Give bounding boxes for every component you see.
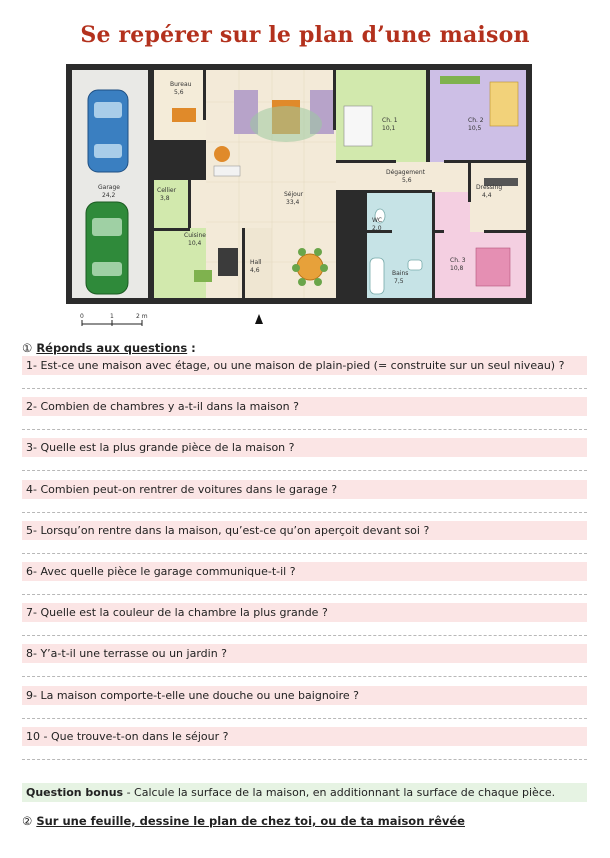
question-7: 7- Quelle est la couleur de la chambre la plus grande ? <box>22 603 587 622</box>
room-area-cuisine: 10,4 <box>188 240 202 247</box>
entry-floor <box>188 180 244 228</box>
answer-line[interactable] <box>22 635 587 636</box>
section-2-number: ② <box>22 814 33 828</box>
room-area-cellier: 3,8 <box>160 195 170 202</box>
question-block <box>22 644 587 685</box>
entrance-arrow-icon <box>255 314 263 324</box>
answer-line[interactable] <box>22 429 587 430</box>
question-6: 6- Avec quelle pièce le garage communique-t-il ? <box>22 562 587 581</box>
room-label-bureau: Bureau <box>170 81 192 88</box>
question-block <box>22 562 587 603</box>
question-8: 8- Y’a-t-il une terrasse ou un jardin ? <box>22 644 587 663</box>
question-4: 4- Combien peut-on rentrer de voitures dans le garage ? <box>22 480 587 499</box>
answer-line[interactable] <box>22 388 587 389</box>
room-label-hall: Hall <box>250 259 262 266</box>
room-area-ch3: 10,8 <box>450 265 464 272</box>
room-area-sejour: 33,4 <box>286 199 300 206</box>
house-floor-plan <box>64 62 534 336</box>
room-area-degagement: 5,6 <box>402 177 412 184</box>
ch1-bed-icon <box>344 106 372 146</box>
question-9: 9- La maison comporte-t-elle une douche ou une baignoire ? <box>22 686 587 705</box>
answer-line[interactable] <box>22 759 587 760</box>
question-block <box>22 686 587 727</box>
scale-label-0: 0 <box>80 313 84 320</box>
rug-icon <box>250 106 322 142</box>
question-10: 10 - Que trouve-t-on dans le séjour ? <box>22 727 587 746</box>
room-label-sejour: Séjour <box>284 191 304 198</box>
room-label-garage: Garage <box>98 184 120 191</box>
answer-line[interactable] <box>22 718 587 719</box>
ch3-bed-icon <box>476 248 510 286</box>
question-block <box>22 356 587 397</box>
section-1-suffix: : <box>187 341 196 355</box>
bathtub-icon <box>370 258 384 294</box>
room-label-dressing: Dressing <box>476 184 503 191</box>
room-label-ch3: Ch. 3 <box>450 257 466 264</box>
question-block <box>22 603 587 644</box>
bonus-question <box>22 783 587 802</box>
question-block <box>22 521 587 562</box>
sink-icon <box>408 260 422 270</box>
answer-line[interactable] <box>22 553 587 554</box>
question-list <box>22 356 587 768</box>
dressing-floor <box>470 162 526 232</box>
page-title: Se repérer sur le plan d’une maison <box>80 22 530 48</box>
section-2-heading <box>22 814 465 828</box>
question-1: 1- Est-ce une maison avec étage, ou une maison de plain-pied (= construite sur un seul niveau) ? <box>22 356 587 375</box>
answer-line[interactable] <box>22 676 587 677</box>
room-area-bains: 7,5 <box>394 278 404 285</box>
room-area-ch1: 10,1 <box>382 125 396 132</box>
room-area-dressing: 4,4 <box>482 192 492 199</box>
question-3: 3- Quelle est la plus grande pièce de la maison ? <box>22 438 587 457</box>
section-1-heading <box>22 341 196 355</box>
question-block <box>22 480 587 521</box>
room-area-bureau: 5,6 <box>174 89 184 96</box>
section-1-label: Réponds aux questions <box>36 341 188 355</box>
question-block <box>22 397 587 438</box>
kitchen-counter-icon <box>218 248 238 276</box>
room-label-wc: WC <box>372 217 383 224</box>
scale-bar <box>80 313 148 326</box>
section-2-label: Sur une feuille, dessine le plan de chez toi, ou de ta maison rêvée <box>36 814 465 828</box>
room-area-wc: 2,0 <box>372 225 382 232</box>
blue-car-icon <box>88 90 128 172</box>
bains-upper-floor <box>392 192 434 232</box>
room-area-hall: 4,6 <box>250 267 260 274</box>
question-2: 2- Combien de chambres y a-t-il dans la maison ? <box>22 397 587 416</box>
question-block <box>22 727 587 768</box>
room-label-bains: Bains <box>392 270 409 277</box>
answer-line[interactable] <box>22 470 587 471</box>
scale-label-2m: 2 m <box>136 313 148 320</box>
room-area-ch2: 10,5 <box>468 125 482 132</box>
armchair-icon <box>214 146 230 162</box>
ch3-upper-floor <box>434 192 470 232</box>
green-car-icon <box>86 202 128 294</box>
ch2-bed-icon <box>490 82 518 126</box>
section-1-number: ① <box>22 341 33 355</box>
room-label-cellier: Cellier <box>157 187 177 194</box>
answer-line[interactable] <box>22 594 587 595</box>
question-block <box>22 438 587 479</box>
scale-label-1: 1 <box>110 313 114 320</box>
bonus-label: Question bonus <box>26 786 124 799</box>
desk-icon <box>172 108 196 122</box>
room-label-ch1: Ch. 1 <box>382 117 398 124</box>
sideboard-icon <box>214 166 240 176</box>
answer-line[interactable] <box>22 512 587 513</box>
question-5: 5- Lorsqu’on rentre dans la maison, qu’est-ce qu’on aperçoit devant soi ? <box>22 521 587 540</box>
room-label-degagement: Dégagement <box>386 169 425 176</box>
floor-plan-drawing <box>64 62 534 336</box>
room-label-cuisine: Cuisine <box>184 232 206 239</box>
wardrobe-icon <box>440 76 480 84</box>
bonus-text: - Calcule la surface de la maison, en additionnant la surface de chaque pièce. <box>123 786 556 799</box>
kitchen-island-icon <box>194 270 212 282</box>
dining-table-icon <box>297 254 323 280</box>
room-label-ch2: Ch. 2 <box>468 117 484 124</box>
room-area-garage: 24,2 <box>102 192 116 199</box>
